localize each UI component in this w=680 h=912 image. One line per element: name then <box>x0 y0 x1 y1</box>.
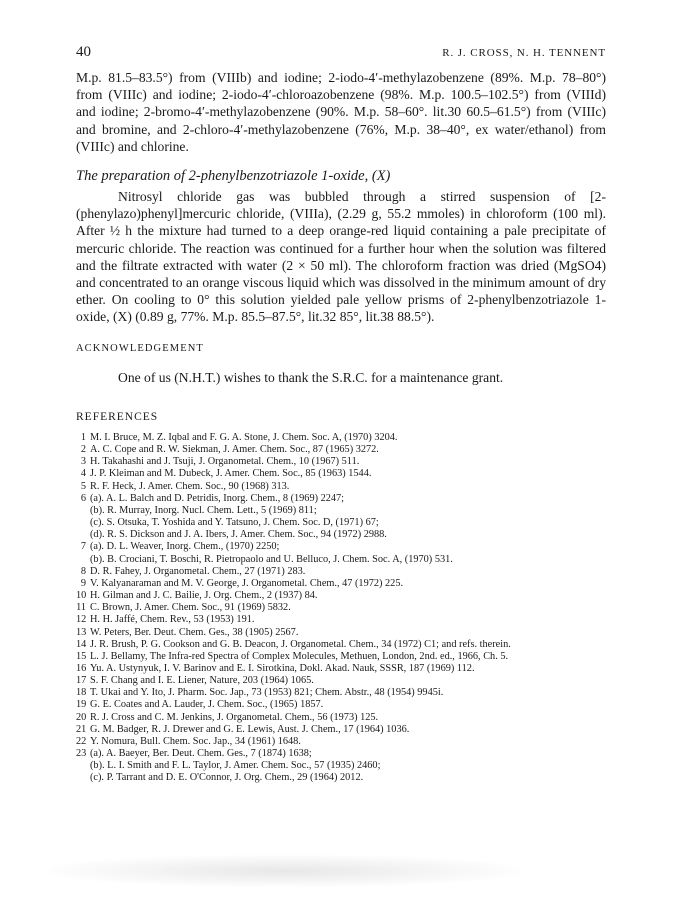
reference-item <box>76 578 616 590</box>
reference-number: 16 <box>76 662 87 674</box>
reference-item <box>76 748 616 760</box>
reference-text: J. R. Brush, P. G. Cookson and G. B. Deacon, J. Organometal. Chem., 34 (1972) C1; and refs. therein. <box>90 638 511 650</box>
reference-item <box>76 602 616 614</box>
references-heading: REFERENCES <box>76 411 159 423</box>
reference-number: 1 <box>80 432 86 443</box>
reference-text: (b). R. Murray, Inorg. Nucl. Chem. Lett., 5 (1969) 811; <box>90 504 317 516</box>
reference-number: 11 <box>76 602 86 614</box>
reference-text: (d). R. S. Dickson and J. A. Ibers, J. Amer. Chem. Soc., 94 (1972) 2988. <box>90 529 387 541</box>
scan-smudge <box>50 855 520 887</box>
reference-number: 8 <box>80 565 86 577</box>
acknowledgement-heading: ACKNOWLEDGEMENT <box>76 343 204 354</box>
reference-item <box>76 590 616 602</box>
reference-number: 22 <box>76 735 87 747</box>
reference-item <box>76 468 616 480</box>
reference-number: 7 <box>80 541 86 553</box>
reference-item <box>76 481 616 493</box>
running-header-authors: R. J. CROSS, N. H. TENNENT <box>442 47 606 59</box>
reference-item <box>76 517 616 529</box>
reference-item <box>76 712 616 724</box>
reference-text: M. I. Bruce, M. Z. Iqbal and F. G. A. Stone, J. Chem. Soc. A, (1970) 3204. <box>90 432 398 443</box>
page-number: 40 <box>76 44 91 60</box>
reference-text: L. J. Bellamy, The Infra-red Spectra of Complex Molecules, Methuen, London, 2nd. ed., 1966, Ch. 5. <box>90 650 509 662</box>
reference-number: 5 <box>80 480 86 492</box>
reference-item <box>76 675 616 687</box>
reference-number: 14 <box>76 638 87 650</box>
reference-item <box>76 456 616 468</box>
reference-item <box>76 663 616 675</box>
reference-number: 2 <box>80 444 86 456</box>
reference-number: 19 <box>76 699 87 711</box>
reference-item <box>76 772 616 784</box>
reference-item <box>76 541 616 553</box>
reference-number: 12 <box>76 614 87 626</box>
reference-text: H. H. Jaffé, Chem. Rev., 53 (1953) 191. <box>90 614 255 626</box>
reference-text: Yu. A. Ustynyuk, I. V. Barinov and E. I. Sirotkina, Dokl. Akad. Nauk, SSSR, 187 (1969) 112. <box>90 662 475 674</box>
reference-number: 23 <box>76 748 87 760</box>
reference-number: 6 <box>80 492 86 504</box>
reference-text: (a). D. L. Weaver, Inorg. Chem., (1970) 2250; <box>90 541 280 553</box>
reference-text: H. Gilman and J. C. Bailie, J. Org. Chem., 2 (1937) 84. <box>90 590 318 602</box>
reference-text: H. Takahashi and J. Tsuji, J. Organometal. Chem., 10 (1967) 511. <box>90 456 360 468</box>
reference-item <box>76 639 616 651</box>
reference-text: D. R. Fahey, J. Organometal. Chem., 27 (1971) 283. <box>90 565 306 577</box>
reference-number: 3 <box>80 456 86 468</box>
reference-text: R. J. Cross and C. M. Jenkins, J. Organometal. Chem., 56 (1973) 125. <box>90 711 379 723</box>
reference-item <box>76 651 616 663</box>
reference-text: S. F. Chang and I. E. Liener, Nature, 203 (1964) 1065. <box>90 675 314 687</box>
reference-text: (c). S. Otsuka, T. Yoshida and Y. Tatsuno, J. Chem. Soc. D, (1971) 67; <box>90 517 379 529</box>
reference-item <box>76 724 616 736</box>
reference-number: 18 <box>76 687 87 699</box>
reference-text: Y. Nomura, Bull. Chem. Soc. Jap., 34 (1961) 1648. <box>90 735 301 747</box>
reference-item <box>76 444 616 456</box>
reference-item <box>76 554 616 566</box>
reference-item <box>76 687 616 699</box>
reference-text: G. M. Badger, R. J. Drewer and G. E. Lewis, Aust. J. Chem., 17 (1964) 1036. <box>90 723 410 735</box>
reference-text: C. Brown, J. Amer. Chem. Soc., 91 (1969) 5832. <box>90 602 291 614</box>
reference-item <box>76 627 616 639</box>
reference-text: R. F. Heck, J. Amer. Chem. Soc., 90 (1968) 313. <box>90 480 290 492</box>
reference-item <box>76 699 616 711</box>
reference-number: 13 <box>76 626 87 638</box>
reference-item <box>76 493 616 505</box>
reference-text: T. Ukai and Y. Ito, J. Pharm. Soc. Jap., 73 (1953) 821; Chem. Abstr., 48 (1954) 9945i. <box>90 687 444 699</box>
reference-item <box>76 614 616 626</box>
body-paragraph-continued: M.p. 81.5–83.5°) from (VIIIb) and iodine; 2-iodo-4′-methylazobenzene (89%. M.p. 78–80°) from (VIIIc) and iodine; 2-iodo-4′-chloroazobenzene (98%. M.p. 100.5–102.5°) from (VIIId) and iodine; 2-bromo-4′-methylazobenzene (90%. M.p. 58–60°. lit.30 60.5–61.5°) from (VIIIc) and bromine, and 2-chloro-4′-methylazobenzene (76%, M.p. 38–40°, ex water/ethanol) from (VIIIc) and chlorine. <box>76 70 606 154</box>
reference-item <box>76 529 616 541</box>
reference-number: 20 <box>76 711 87 723</box>
reference-text: (c). P. Tarrant and D. E. O'Connor, J. Org. Chem., 29 (1964) 2012. <box>90 772 364 784</box>
reference-text: (a). A. L. Balch and D. Petridis, Inorg. Chem., 8 (1969) 2247; <box>90 492 345 504</box>
body-paragraph-preparation: Nitrosyl chloride gas was bubbled through a stirred suspension of [2-(phenylazo)phenyl]mercuric chloride, (VIIIa), (2.29 g, 55.2 mmoles) in chloroform (100 ml). After ½ h the mixture had turned to a deep orange-red liquid containing a pale precipitate of mercuric chloride. The reaction was continued for a further hour when the solution was filtered and the filtrate extracted with water (2 × 50 ml). The chloroform fraction was dried (MgSO4) and concentrated to an orange viscous liquid which was dissolved in the minimum amount of dry ether. On cooling to 0° this solution yielded pale yellow prisms of 2-phenylbenzotriazole 1-oxide, (X) (0.89 g, 77%. M.p. 85.5–87.5°, lit.32 85°, lit.38 88.5°). <box>76 189 606 325</box>
reference-number: 15 <box>76 650 87 662</box>
reference-text: (b). L. I. Smith and F. L. Taylor, J. Amer. Chem. Soc., 57 (1935) 2460; <box>90 760 381 772</box>
reference-list <box>76 432 616 785</box>
reference-text: J. P. Kleiman and M. Dubeck, J. Amer. Chem. Soc., 85 (1963) 1544. <box>90 468 372 480</box>
reference-item <box>76 760 616 772</box>
reference-item <box>76 566 616 578</box>
reference-item <box>76 736 616 748</box>
reference-number: 4 <box>80 468 86 480</box>
section-title: The preparation of 2-phenylbenzotriazole 1-oxide, (X) <box>76 168 391 184</box>
reference-text: G. E. Coates and A. Lauder, J. Chem. Soc., (1965) 1857. <box>90 699 324 711</box>
reference-text: V. Kalyanaraman and M. V. George, J. Organometal. Chem., 47 (1972) 225. <box>90 577 404 589</box>
reference-text: (b). B. Crociani, T. Boschi, R. Pietropaolo and U. Belluco, J. Chem. Soc. A, (1970) 531. <box>90 553 453 565</box>
reference-item <box>76 432 616 444</box>
reference-number: 21 <box>76 723 87 735</box>
reference-number: 9 <box>80 577 86 589</box>
reference-text: (a). A. Baeyer, Ber. Deut. Chem. Ges., 7 (1874) 1638; <box>90 748 312 760</box>
acknowledgement-text: One of us (N.H.T.) wishes to thank the S.R.C. for a maintenance grant. <box>118 370 504 385</box>
reference-item <box>76 505 616 517</box>
reference-text: W. Peters, Ber. Deut. Chem. Ges., 38 (1905) 2567. <box>90 626 299 638</box>
reference-number: 10 <box>76 590 87 602</box>
reference-text: A. C. Cope and R. W. Siekman, J. Amer. Chem. Soc., 87 (1965) 3272. <box>90 444 379 456</box>
reference-number: 17 <box>76 675 87 687</box>
